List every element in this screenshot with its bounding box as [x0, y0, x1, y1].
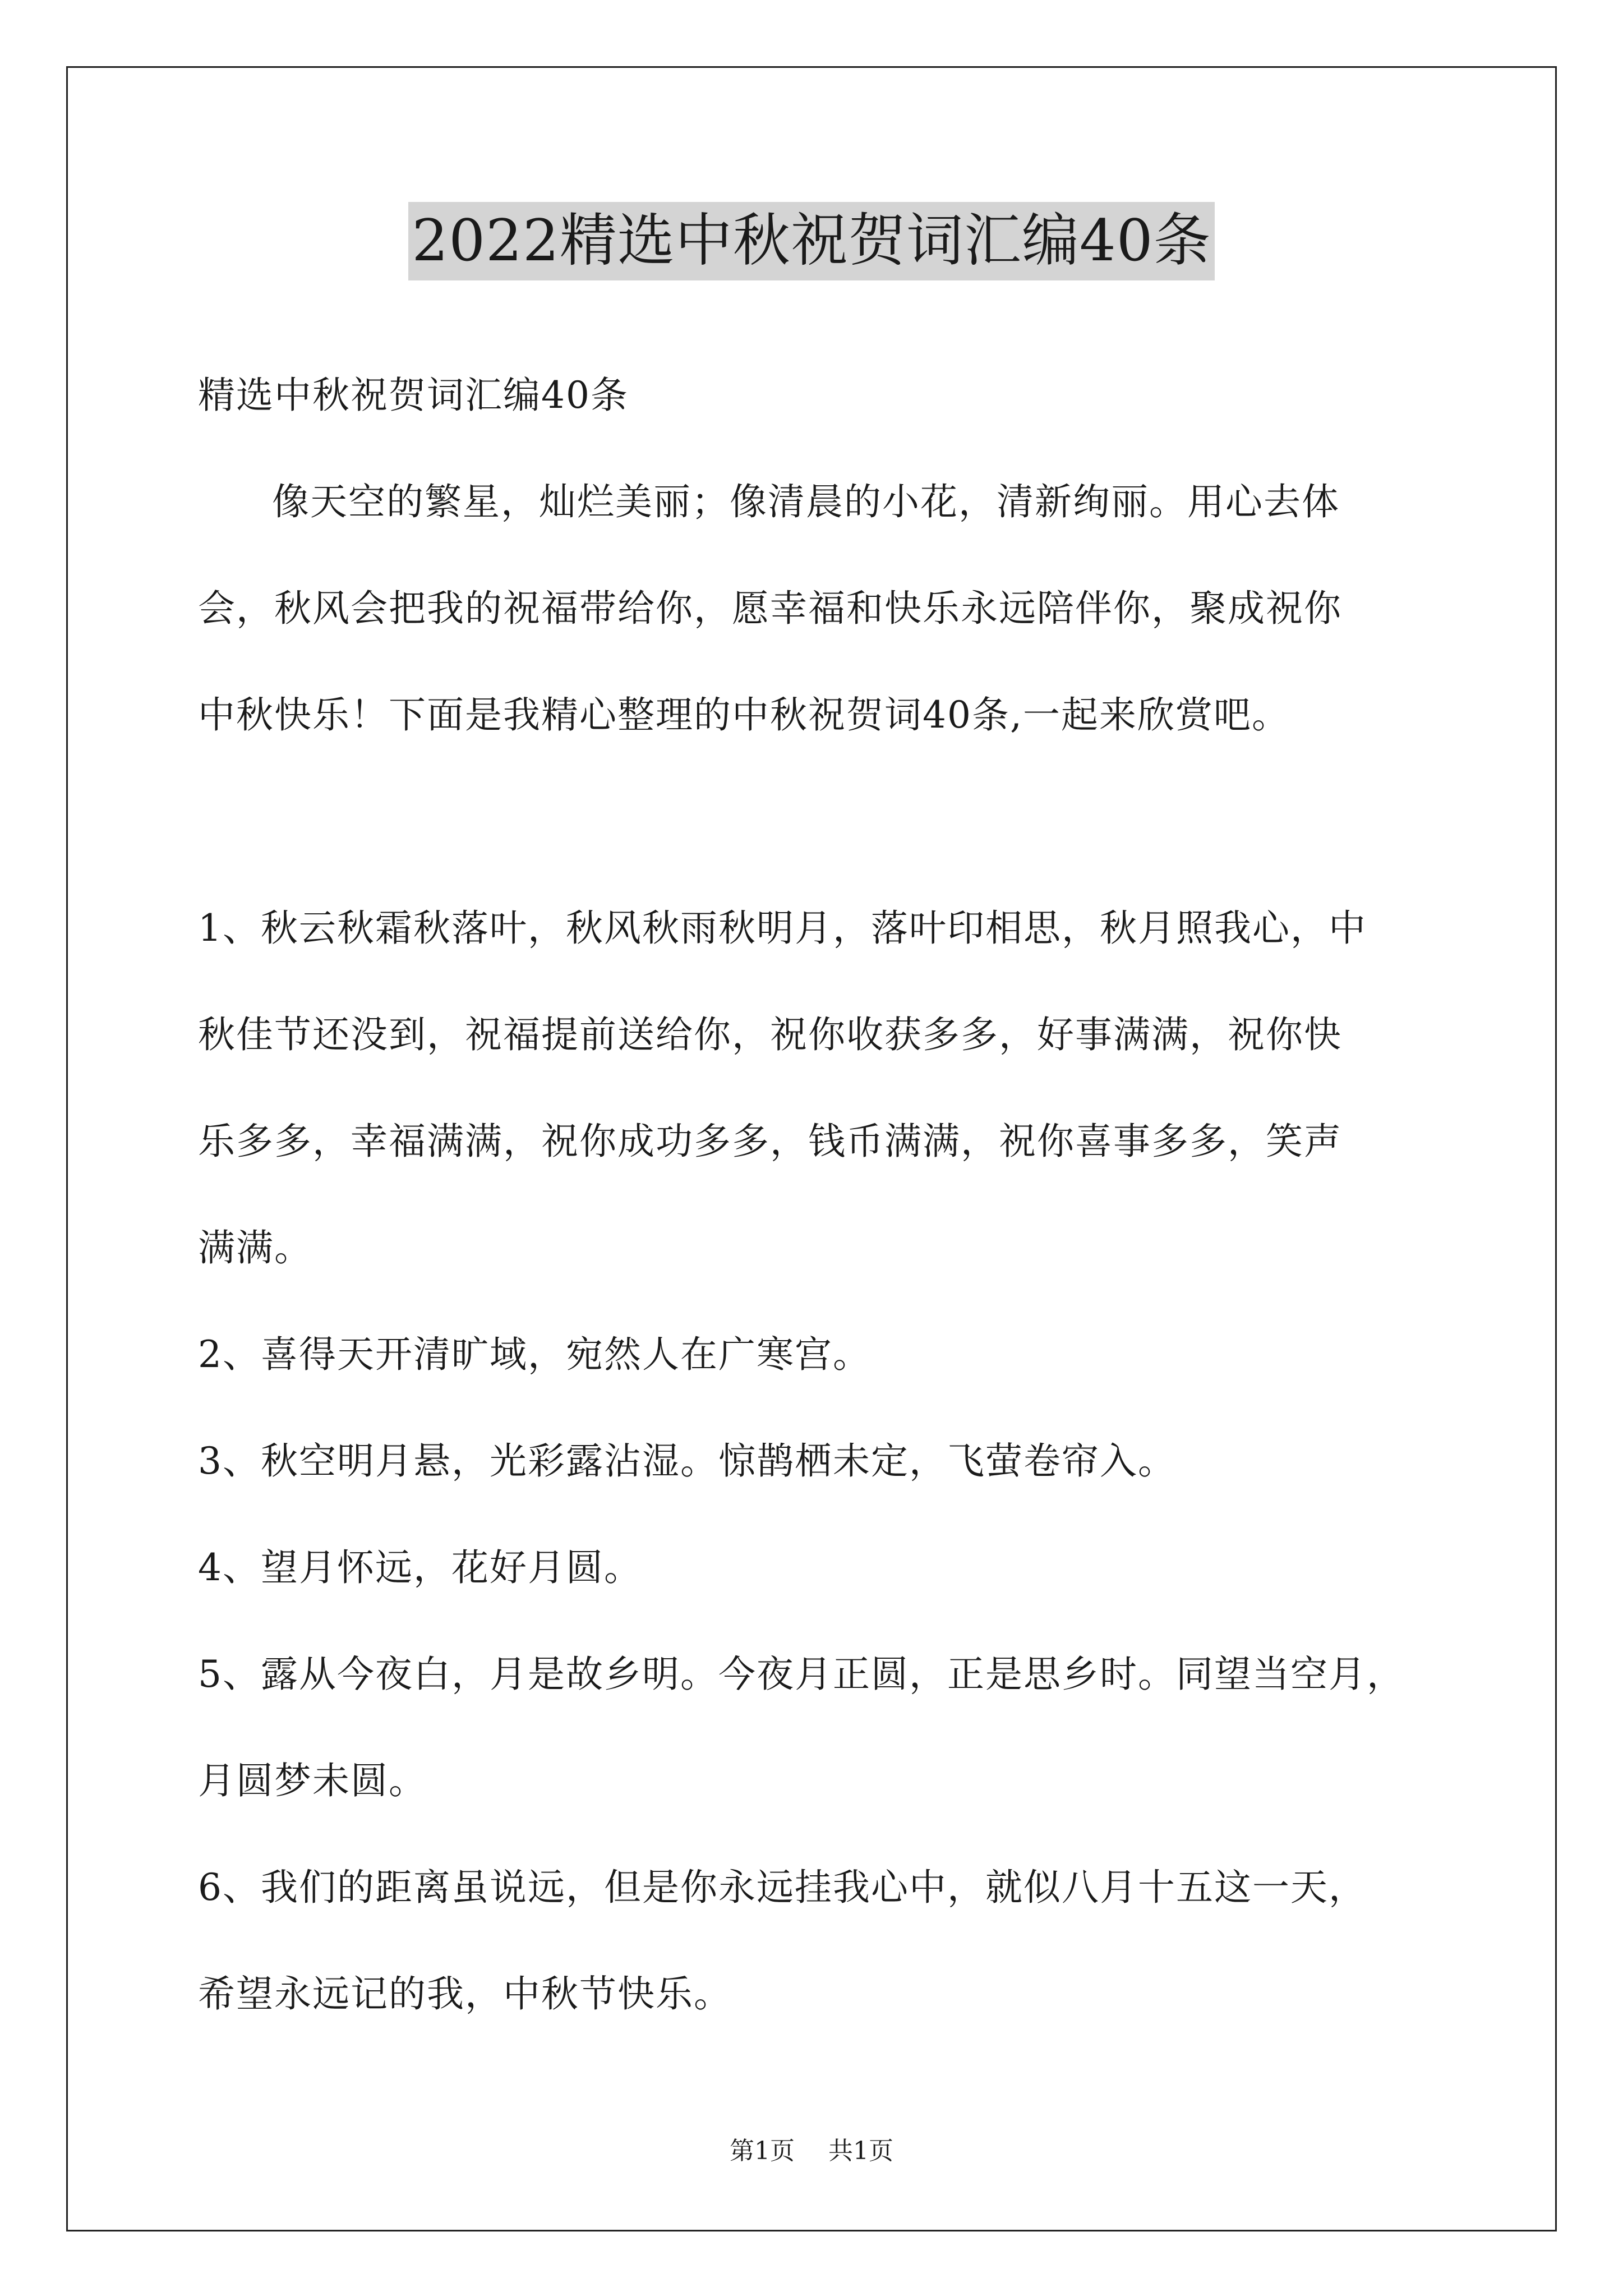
- item-4-line: 4、望月怀远，花好月圆。: [198, 1546, 642, 1589]
- page-number: 第1页: [730, 2137, 795, 2165]
- item-2-line: 2、喜得天开清旷域，宛然人在广寒宫。: [198, 1333, 871, 1376]
- item-5-line: 月圆梦未圆。: [198, 1759, 427, 1802]
- item-6-line: 6、我们的距离虽说远，但是你永远挂我心中，就似八月十五这一天，: [198, 1866, 1367, 1909]
- intro-line: 像天空的繁星，灿烂美丽；像清晨的小花，清新绚丽。用心去体: [272, 480, 1340, 523]
- item-1-line: 乐多多，幸福满满，祝你成功多多，钱币满满，祝你喜事多多，笑声: [198, 1120, 1342, 1163]
- item-5-line: 5、露从今夜白，月是故乡明。今夜月正圆，正是思乡时。同望当空月，: [198, 1653, 1405, 1696]
- document-title: 2022精选中秋祝贺词汇编40条: [408, 202, 1214, 280]
- subtitle: 精选中秋祝贺词汇编40条: [198, 374, 629, 417]
- document-body: [198, 342, 1432, 2047]
- title-area: [0, 202, 1623, 280]
- intro-line: 会，秋风会把我的祝福带给你，愿幸福和快乐永远陪伴你，聚成祝你: [198, 587, 1342, 630]
- item-1-line: 1、秋云秋霜秋落叶，秋风秋雨秋明月，落叶印相思，秋月照我心，中: [198, 907, 1367, 950]
- item-3-line: 3、秋空明月悬，光彩露沾湿。惊鹊栖未定，飞萤卷帘入。: [198, 1439, 1176, 1483]
- intro-line: 中秋快乐！下面是我精心整理的中秋祝贺词40条,一起来欣赏吧。: [198, 693, 1290, 737]
- item-6-line: 希望永远记的我，中秋节快乐。: [198, 1972, 732, 2016]
- item-1-line: 秋佳节还没到，祝福提前送给你，祝你收获多多，好事满满，祝你快: [198, 1013, 1342, 1056]
- blank-line: [198, 769, 1432, 875]
- page-total: 共1页: [828, 2137, 893, 2165]
- item-1-line: 满满。: [198, 1226, 312, 1269]
- page-footer: [0, 2134, 1623, 2168]
